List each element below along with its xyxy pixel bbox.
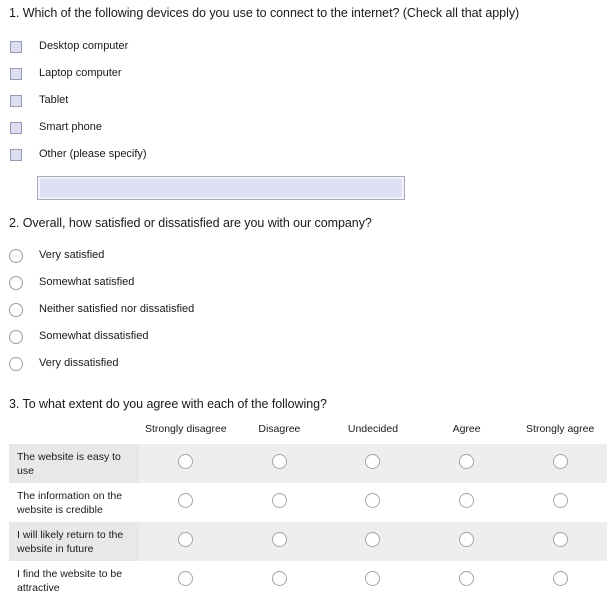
matrix-row — [9, 561, 607, 600]
matrix-row — [9, 444, 607, 483]
radio-icon[interactable] — [459, 493, 474, 508]
radio-option-very-satisfied[interactable] — [9, 242, 599, 269]
checkbox-option-smart-phone[interactable] — [9, 114, 599, 141]
checkbox-option-label: Tablet — [39, 94, 69, 106]
matrix-cell-disagree[interactable] — [233, 444, 327, 483]
radio-icon[interactable] — [553, 571, 568, 586]
radio-icon[interactable] — [553, 532, 568, 547]
radio-icon[interactable] — [272, 571, 287, 586]
matrix-column-header-undecided: Undecided — [347, 423, 399, 435]
checkbox-option-label: Smart phone — [39, 121, 102, 133]
question-2-options — [9, 242, 599, 377]
radio-icon[interactable] — [9, 303, 23, 317]
matrix-cell-undecided[interactable] — [326, 483, 420, 522]
radio-icon[interactable] — [365, 571, 380, 586]
matrix-cell-undecided[interactable] — [326, 522, 420, 561]
radio-option-neither[interactable] — [9, 296, 599, 323]
matrix-cell-strongly-agree[interactable] — [513, 444, 607, 483]
checkbox-icon[interactable] — [10, 41, 22, 53]
checkbox-option-tablet[interactable] — [9, 87, 599, 114]
radio-icon[interactable] — [178, 454, 193, 469]
checkbox-icon[interactable] — [10, 95, 22, 107]
radio-icon[interactable] — [178, 571, 193, 586]
matrix-header — [9, 423, 607, 444]
checkbox-option-label: Laptop computer — [39, 67, 122, 79]
radio-icon[interactable] — [178, 493, 193, 508]
matrix-cell-agree[interactable] — [420, 444, 514, 483]
matrix-cell-disagree[interactable] — [233, 561, 327, 600]
matrix-cell-disagree[interactable] — [233, 483, 327, 522]
matrix-cell-agree[interactable] — [420, 561, 514, 600]
matrix-cell-strongly-agree[interactable] — [513, 561, 607, 600]
matrix-column-header-agree: Agree — [452, 423, 481, 435]
question-3-block — [9, 397, 607, 600]
radio-icon[interactable] — [459, 571, 474, 586]
radio-option-somewhat-dissatisfied[interactable] — [9, 323, 599, 350]
radio-icon[interactable] — [9, 276, 23, 290]
radio-icon[interactable] — [365, 454, 380, 469]
radio-icon[interactable] — [459, 532, 474, 547]
matrix-cell-strongly-disagree[interactable] — [139, 483, 233, 522]
matrix-body — [9, 444, 607, 600]
matrix-row-label: The website is easy to use — [9, 444, 139, 483]
question-1-block — [9, 6, 599, 200]
radio-option-label: Somewhat dissatisfied — [39, 330, 149, 342]
matrix-cell-strongly-disagree[interactable] — [139, 444, 233, 483]
other-specify-input[interactable] — [37, 176, 405, 200]
matrix-row — [9, 483, 607, 522]
other-specify-wrapper — [37, 176, 599, 200]
matrix-column-header-strongly-disagree: Strongly disagree — [144, 423, 227, 435]
matrix-cell-strongly-agree[interactable] — [513, 522, 607, 561]
matrix-cell-undecided[interactable] — [326, 444, 420, 483]
radio-option-label: Very dissatisfied — [39, 357, 119, 369]
checkbox-icon[interactable] — [10, 149, 22, 161]
radio-option-somewhat-satisfied[interactable] — [9, 269, 599, 296]
checkbox-option-label: Desktop computer — [39, 40, 129, 52]
checkbox-option-laptop-computer[interactable] — [9, 60, 599, 87]
checkbox-option-label: Other (please specify) — [39, 148, 147, 160]
agreement-matrix-table — [9, 423, 607, 600]
matrix-row — [9, 522, 607, 561]
matrix-cell-agree[interactable] — [420, 522, 514, 561]
matrix-column-header-disagree: Disagree — [258, 423, 301, 435]
radio-icon[interactable] — [365, 493, 380, 508]
matrix-cell-disagree[interactable] — [233, 522, 327, 561]
radio-icon[interactable] — [9, 357, 23, 371]
question-1-title: 1. Which of the following devices do you use to connect to the internet? (Check all that apply) — [9, 6, 520, 20]
matrix-corner-cell — [9, 423, 139, 444]
matrix-row-label: The information on the website is credible — [9, 483, 139, 522]
radio-icon[interactable] — [272, 454, 287, 469]
matrix-cell-agree[interactable] — [420, 483, 514, 522]
question-2-block — [9, 216, 599, 377]
question-2-title: 2. Overall, how satisfied or dissatisfied are you with our company? — [9, 216, 372, 230]
radio-icon[interactable] — [553, 493, 568, 508]
checkbox-icon[interactable] — [10, 68, 22, 80]
matrix-column-header-strongly-agree: Strongly agree — [526, 423, 595, 435]
radio-option-label: Somewhat satisfied — [39, 276, 135, 288]
matrix-cell-undecided[interactable] — [326, 561, 420, 600]
matrix-cell-strongly-agree[interactable] — [513, 483, 607, 522]
matrix-row-label: I find the website to be attractive — [9, 561, 139, 600]
radio-option-label: Very satisfied — [39, 249, 105, 261]
matrix-cell-strongly-disagree[interactable] — [139, 561, 233, 600]
question-1-options — [9, 33, 599, 200]
radio-icon[interactable] — [272, 532, 287, 547]
radio-icon[interactable] — [178, 532, 193, 547]
radio-option-label: Neither satisfied nor dissatisfied — [39, 303, 195, 315]
radio-icon[interactable] — [9, 249, 23, 263]
radio-icon[interactable] — [459, 454, 474, 469]
radio-option-very-dissatisfied[interactable] — [9, 350, 599, 377]
radio-icon[interactable] — [365, 532, 380, 547]
radio-icon[interactable] — [272, 493, 287, 508]
matrix-cell-strongly-disagree[interactable] — [139, 522, 233, 561]
checkbox-option-desktop-computer[interactable] — [9, 33, 599, 60]
question-3-title: 3. To what extent do you agree with each of the following? — [9, 397, 327, 411]
checkbox-option-other[interactable] — [9, 141, 599, 168]
radio-icon[interactable] — [553, 454, 568, 469]
checkbox-icon[interactable] — [10, 122, 22, 134]
matrix-row-label: I will likely return to the website in future — [9, 522, 139, 561]
matrix-header-row — [9, 423, 607, 444]
radio-icon[interactable] — [9, 330, 23, 344]
